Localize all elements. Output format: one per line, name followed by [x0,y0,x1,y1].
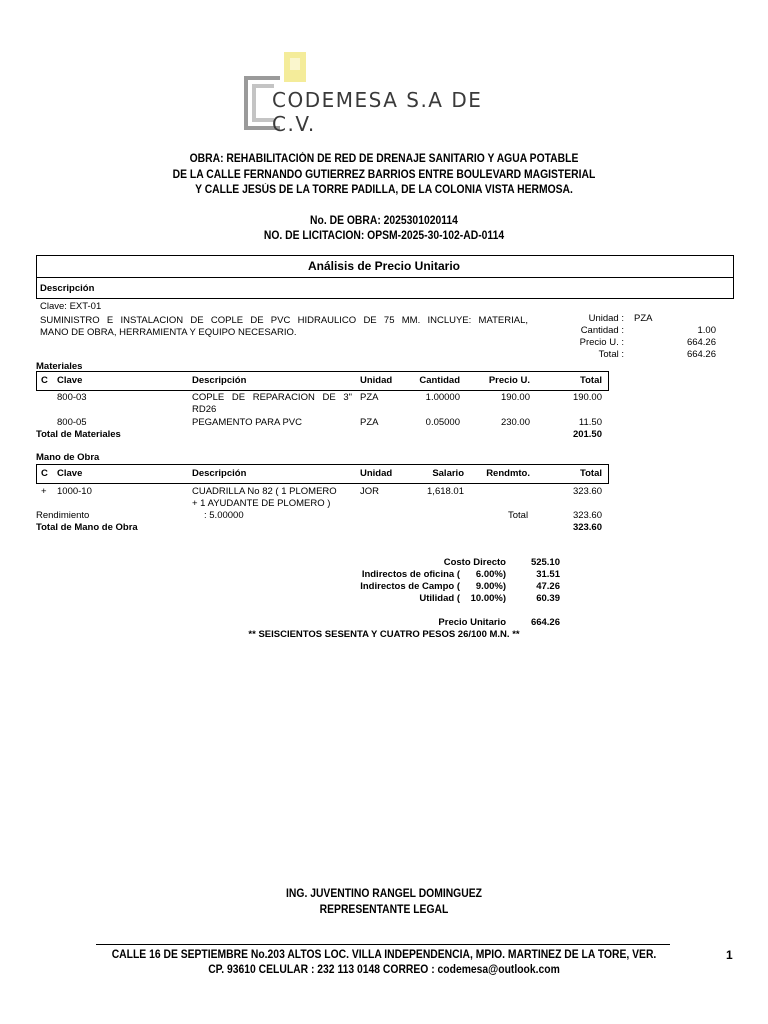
signature-title: REPRESENTANTE LEGAL [319,903,449,916]
mat-header-descripcion: Descripción [192,375,247,386]
utilidad-value: 60.39 [536,593,560,604]
indirectos-campo-value: 47.26 [536,581,560,592]
mat-header-precio: Precio U. [488,375,530,386]
footer [34,948,734,978]
mo-row-desc-2: + 1 AYUDANTE DE PLOMERO ) [192,498,331,509]
mat-row-cantidad: 1.00000 [425,392,460,403]
obra-line-3: Y CALLE JESÚS DE LA TORRE PADILLA, DE LA COLONIA VISTA HERMOSA. [195,184,573,196]
mano-obra-subtotal-label: Total [508,510,529,521]
mat-row-unidad: PZA [360,417,379,428]
footer-rule [96,944,670,945]
mo-row-c: + [41,486,47,497]
total-label: Total : [598,349,624,360]
costo-directo-label: Costo Directo [443,557,506,568]
mo-header-total: Total [580,468,602,479]
footer-address: CALLE 16 DE SEPTIEMBRE No.203 ALTOS LOC. VILLA INDEPENDENCIA, MPIO. MARTINEZ DE LA TORE, VER. [111,949,657,961]
mano-obra-section: Mano de Obra [36,452,100,463]
mo-header-descripcion: Descripción [192,468,247,479]
indirectos-campo-label: Indirectos de Campo ( [360,581,460,592]
clave-label: Clave: EXT-01 [40,301,102,312]
analysis-title: Análisis de Precio Unitario [307,259,461,273]
mo-row-clave: 1000-10 [57,486,92,497]
mat-row-precio: 230.00 [500,417,530,428]
mo-row-unidad: JOR [360,486,379,497]
mo-header-rendimiento: Rendmto. [486,468,530,479]
utilidad-label: Utilidad ( [419,593,460,604]
total-value: 664.26 [686,349,716,360]
mo-header-unidad: Unidad [360,468,393,479]
mo-header-salario: Salario [432,468,464,479]
mat-header-clave: Clave [57,375,83,386]
signature-block [184,887,584,918]
mo-row-total: 323.60 [572,486,602,497]
description-line-2: MANO DE OBRA, HERRAMIENTA Y EQUIPO NECESARIO. [40,327,297,338]
mat-row-desc-2: RD26 [192,404,217,415]
mat-row-clave: 800-05 [57,417,87,428]
unidad-label: Unidad : [588,313,624,324]
rendimiento-label: Rendimiento [36,510,90,521]
signature-name: ING. JUVENTINO RANGEL DOMINGUEZ [286,888,482,900]
description-line-1: SUMINISTRO E INSTALACION DE COPLE DE PVC HIDRAULICO DE 75 MM. INCLUYE: MATERIAL, [40,315,528,326]
mat-row-total: 190.00 [572,392,602,403]
cantidad-label: Cantidad : [580,325,624,336]
no-licitacion: NO. DE LICITACION: OPSM-2025-30-102-AD-0114 [263,230,505,242]
materiales-total-value: 201.50 [572,429,602,440]
mat-header-cantidad: Cantidad [419,375,460,386]
mat-row-clave: 800-03 [57,392,87,403]
unidad-value: PZA [634,313,653,324]
obra-header [84,152,684,245]
company-name: CODEMESA S.A DE C.V. [272,88,483,136]
precio-value: 664.26 [686,337,716,348]
utilidad-pct: 10.00%) [470,593,506,604]
cantidad-value: 1.00 [697,325,716,336]
mat-row-desc: COPLE DE REPARACION DE 3" [192,392,352,403]
mat-row-unidad: PZA [360,392,379,403]
indirectos-oficina-value: 31.51 [536,569,560,580]
mat-row-desc: PEGAMENTO PARA PVC [192,417,302,428]
precio-unitario-value: 664.26 [530,617,560,628]
rendimiento-value: : 5.00000 [204,510,244,521]
mo-header-clave: Clave [57,468,83,479]
footer-contact: CP. 93610 CELULAR : 232 113 0148 CORREO : codemesa@outlook.com [208,964,560,976]
precio-unitario-label: Precio Unitario [438,617,506,628]
mat-header-c: C [41,375,48,386]
mo-header-c: C [41,468,48,479]
indirectos-oficina-label: Indirectos de oficina ( [361,569,460,580]
mat-row-total: 11.50 [578,417,602,428]
indirectos-campo-pct: 9.00%) [475,581,506,592]
company-logo [240,50,530,136]
precio-label: Precio U. : [579,337,624,348]
description-box [36,276,734,299]
description-header: Descripción [40,283,95,294]
mat-header-total: Total [580,375,602,386]
costo-directo-value: 525.10 [530,557,560,568]
mat-header-unidad: Unidad [360,375,393,386]
obra-line-2: DE LA CALLE FERNANDO GUTIERREZ BARRIOS ENTRE BOULEVARD MAGISTERIAL [172,168,596,181]
mano-obra-total-value: 323.60 [572,522,602,533]
mat-row-cantidad: 0.05000 [425,417,460,428]
mano-obra-subtotal-value: 323.60 [572,510,602,521]
materiales-total-label: Total de Materiales [36,429,121,440]
indirectos-oficina-pct: 6.00%) [475,569,506,580]
no-obra: No. DE OBRA: 2025301020114 [310,214,458,227]
precio-en-letra: ** SEISCIENTOS SESENTA Y CUATRO PESOS 26/100 M.N. ** [248,629,520,640]
mo-row-salario: 1,618.01 [427,486,464,497]
materiales-section: Materiales [36,361,83,372]
mano-obra-total-label: Total de Mano de Obra [36,522,138,533]
mat-row-precio: 190.00 [500,392,530,403]
mo-row-desc: CUADRILLA No 82 ( 1 PLOMERO [192,486,337,497]
obra-line-1: OBRA: REHABILITACIÓN DE RED DE DRENAJE SANITARIO Y AGUA POTABLE [189,153,579,165]
page-number: 1 [726,948,733,962]
